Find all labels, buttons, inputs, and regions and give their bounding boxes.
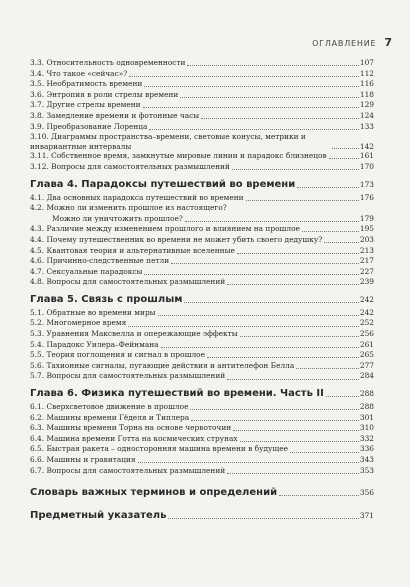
entry-title: 3.9. Преобразование Лоренца xyxy=(30,121,148,131)
entry-page-number: 217 xyxy=(359,256,374,266)
entry-page-number: 256 xyxy=(359,329,374,339)
dot-leader xyxy=(161,347,359,348)
entry-page-number: 288 xyxy=(359,389,374,399)
entry-title: 4.3. Различие между изменением прошлого и влиянием на прошлое xyxy=(30,224,300,234)
entry-title: Можно ли уничтожить прошлое? xyxy=(52,213,183,223)
toc-entry xyxy=(30,455,374,466)
entry-title: 3.3. Относительность одновременности xyxy=(30,58,186,67)
entry-page-number: 116 xyxy=(359,79,374,89)
entry-page-number: 336 xyxy=(359,444,374,454)
entry-page-number: 310 xyxy=(359,423,374,433)
dot-leader xyxy=(326,396,359,397)
entry-title: 4.7. Сексуальные парадоксы xyxy=(30,266,143,276)
dot-leader xyxy=(297,187,359,188)
toc-entry xyxy=(30,413,374,424)
section-label: ОГЛАВЛЕНИЕ xyxy=(312,39,377,48)
entry-title: 3.11. Собственное время, замкнутые мировые линии и парадокс близнецов xyxy=(30,151,327,161)
toc-entry xyxy=(30,308,374,319)
entry-title: 5.3. Уравнения Максвелла и опережающие эффекты xyxy=(30,329,238,339)
toc-entry xyxy=(30,79,374,90)
entry-page-number: 213 xyxy=(359,245,374,255)
entry-title: 4.5. Квантовая теория и альтернативные вселенные xyxy=(30,245,235,255)
toc-entry xyxy=(30,402,374,413)
entry-title: 5.2. Многомерное время xyxy=(30,318,127,328)
entry-title: 4.2. Можно ли изменить прошлое из настоящего? xyxy=(30,203,227,213)
toc-entry xyxy=(30,267,374,278)
dot-leader xyxy=(129,76,359,77)
toc-entry xyxy=(30,58,374,69)
dot-leader xyxy=(324,242,359,243)
toc-entry xyxy=(30,329,374,340)
entry-title: 4.8. Вопросы для самостоятельных размышлений xyxy=(30,277,226,287)
entry-page-number: 161 xyxy=(359,151,374,161)
toc-entry xyxy=(30,340,374,351)
entry-title: 5.6. Тахионные сигналы, пугающие действия и антителефон Белла xyxy=(30,360,295,370)
entry-page-number: 332 xyxy=(359,433,374,443)
toc-entry xyxy=(30,434,374,445)
entry-page-number: 179 xyxy=(359,213,374,223)
running-header xyxy=(312,36,392,49)
dot-leader xyxy=(240,441,359,442)
dot-leader xyxy=(233,430,359,431)
entry-page-number: 170 xyxy=(359,161,374,171)
entry-title: 6.3. Машины времени Торна на основе червоточин xyxy=(30,423,232,433)
dot-leader xyxy=(302,231,359,232)
dot-leader xyxy=(246,200,359,201)
entry-page-number: 277 xyxy=(359,360,374,370)
entry-title: 4.6. Причинно-следственные петли xyxy=(30,256,170,266)
entry-title: Предметный указатель xyxy=(30,510,167,522)
entry-title: 6.6. Машины и гравитация xyxy=(30,455,136,464)
entry-page-number: 242 xyxy=(359,307,374,317)
dot-leader xyxy=(138,462,359,463)
toc-chapter-entry xyxy=(30,293,374,306)
dot-leader xyxy=(187,65,358,66)
dot-leader xyxy=(227,284,359,285)
entry-title: 6.2. Машины времени Гёделя и Типлера xyxy=(30,412,190,422)
entry-page-number: 284 xyxy=(359,371,374,381)
entry-title: 5.4. Парадокс Уилера–Фейнмана xyxy=(30,339,159,349)
dot-leader xyxy=(290,452,359,453)
dot-leader xyxy=(144,274,359,275)
dot-leader xyxy=(190,409,358,410)
toc-section-entry xyxy=(30,486,374,499)
entry-page-number: 288 xyxy=(359,402,374,412)
toc-entry xyxy=(30,224,374,235)
entry-page-number: 133 xyxy=(359,121,374,131)
entry-title: Глава 4. Парадоксы путешествий во времени xyxy=(30,178,296,190)
entry-page-number: 124 xyxy=(359,110,374,120)
toc-entry xyxy=(30,162,374,173)
entry-page-number: 242 xyxy=(359,294,374,304)
dot-leader xyxy=(207,357,359,358)
toc-entry xyxy=(30,151,374,162)
entry-title: 5.7. Вопросы для самостоятельных размышлений xyxy=(30,371,226,381)
toc-entry xyxy=(30,277,374,288)
dot-leader xyxy=(201,118,359,119)
entry-title: 3.4. Что такое «сейчас»? xyxy=(30,68,128,78)
dot-leader xyxy=(237,253,359,254)
entry-page-number: 265 xyxy=(359,350,374,360)
entry-title: Глава 6. Физика путешествий во времени. Часть II xyxy=(30,388,324,400)
entry-page-number: 129 xyxy=(359,100,374,110)
entry-page-number: 227 xyxy=(359,266,374,276)
toc-entry xyxy=(30,122,374,133)
entry-title: 6.4. Машина времени Готта на космических струнах xyxy=(30,433,238,443)
entry-page-number: 142 xyxy=(359,141,374,151)
toc-entry xyxy=(30,90,374,101)
toc-entry xyxy=(30,100,374,111)
toc-entry xyxy=(30,246,374,257)
dot-leader xyxy=(332,148,359,149)
dot-leader xyxy=(185,221,359,222)
entry-title: 5.5. Теория поглощения и сигнал в прошлое xyxy=(30,350,205,360)
toc-entry xyxy=(30,444,374,455)
entry-title: 5.1. Обратные во времени миры xyxy=(30,307,156,317)
toc-entry xyxy=(30,69,374,80)
entry-title: 3.10. Диаграммы пространства–времени, световые конусы, метрики и инвариантные интервалы xyxy=(30,132,306,151)
toc-entry xyxy=(30,193,374,204)
dot-leader xyxy=(227,473,359,474)
toc-entry xyxy=(30,423,374,434)
entry-title: 3.12. Вопросы для самостоятельных размышлений xyxy=(30,161,230,171)
toc-entry xyxy=(30,203,374,214)
entry-page-number: 252 xyxy=(359,318,374,328)
toc-entry xyxy=(30,371,374,382)
entry-page-number: 371 xyxy=(359,511,374,521)
entry-page-number: 356 xyxy=(359,488,374,498)
dot-leader xyxy=(329,158,359,159)
entry-title: 3.5. Необратимость времени xyxy=(30,79,143,89)
toc-entry xyxy=(30,361,374,372)
toc-entry xyxy=(30,466,374,477)
entry-title: 3.8. Замедление времени и фотонные часы xyxy=(30,110,200,120)
entry-title: 3.6. Энтропия в роли стрелы времени xyxy=(30,89,179,99)
dot-leader xyxy=(191,420,359,421)
dot-leader xyxy=(144,86,359,87)
dot-leader xyxy=(279,495,359,496)
dot-leader xyxy=(240,336,359,337)
entry-title: 6.1. Сверхсветовое движение в прошлое xyxy=(30,402,189,412)
dot-leader xyxy=(168,518,358,519)
dot-leader xyxy=(158,315,359,316)
toc-entry xyxy=(30,132,374,151)
toc-entry xyxy=(30,111,374,122)
toc-entry xyxy=(30,318,374,329)
entry-title: 6.5. Быстрая ракета – односторонняя машина времени в будущее xyxy=(30,444,288,454)
entry-title: 4.4. Почему путешественник во времени не может убить своего дедушку? xyxy=(30,234,323,244)
entry-page-number: 353 xyxy=(359,465,374,475)
toc-chapter-entry xyxy=(30,178,374,191)
dot-leader xyxy=(296,368,359,369)
entry-page-number: 112 xyxy=(359,68,374,78)
entry-title: 6.7. Вопросы для самостоятельных размышлений xyxy=(30,465,226,475)
entry-page-number: 173 xyxy=(359,179,374,189)
entry-page-number: 107 xyxy=(359,58,374,67)
dot-leader xyxy=(184,302,358,303)
entry-title: 3.7. Другие стрелы времени xyxy=(30,100,141,110)
entry-page-number: 301 xyxy=(359,412,374,422)
dot-leader xyxy=(171,263,359,264)
dot-leader xyxy=(232,169,359,170)
page-number: 7 xyxy=(384,36,392,49)
dot-leader xyxy=(180,97,359,98)
entry-title: Словарь важных терминов и определений xyxy=(30,487,278,499)
toc-chapter-entry xyxy=(30,387,374,400)
table-of-contents xyxy=(30,58,374,524)
dot-leader xyxy=(128,326,359,327)
entry-page-number: 203 xyxy=(359,234,374,244)
entry-title: 4.1. Два основных парадокса путешествий во времени xyxy=(30,192,244,202)
entry-page-number: 239 xyxy=(359,277,374,287)
dot-leader xyxy=(143,107,359,108)
entry-page-number: 261 xyxy=(359,339,374,349)
toc-entry xyxy=(30,256,374,267)
toc-entry-continuation xyxy=(30,214,374,225)
entry-page-number: 343 xyxy=(359,455,374,464)
dot-leader xyxy=(227,379,359,380)
entry-page-number: 176 xyxy=(359,192,374,202)
toc-entry xyxy=(30,235,374,246)
toc-section-entry xyxy=(30,509,374,522)
toc-entry xyxy=(30,350,374,361)
entry-page-number: 118 xyxy=(359,89,374,99)
entry-title: Глава 5. Связь с прошлым xyxy=(30,293,183,305)
dot-leader xyxy=(149,129,358,130)
entry-page-number: 195 xyxy=(359,224,374,234)
